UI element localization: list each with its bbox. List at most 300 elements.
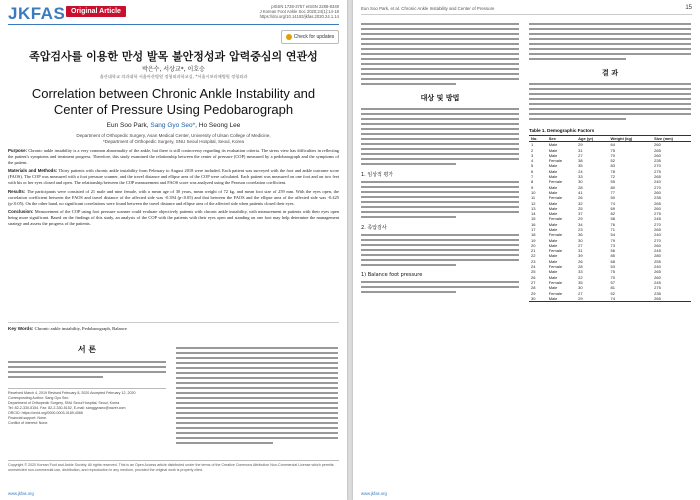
cell-age: 31 (578, 147, 583, 153)
running-head: Eun Soo Park, et al. Chronic Ankle Instability and Center of Pressure (361, 6, 495, 11)
cell-size: 260 (654, 152, 661, 158)
cell-size: 275 (654, 168, 661, 174)
cell-sex: Male (548, 285, 558, 291)
cell-size: 265 (654, 147, 661, 153)
text-line (176, 382, 338, 384)
cell-sex: Male (548, 258, 558, 264)
text-line (176, 417, 338, 419)
cell-age: 26 (578, 258, 583, 264)
cell-no: 24 (531, 264, 536, 270)
cell-weight: 75 (610, 269, 615, 275)
keywords-text: Chronic ankle instability, Pedobarograph, Balance (34, 326, 127, 331)
cell-no: 20 (531, 242, 536, 248)
abstract-methods (8, 168, 339, 186)
cell-age: 26 (578, 195, 583, 201)
cell-size: 275 (654, 285, 661, 291)
text-line (361, 163, 456, 165)
cell-weight: 68 (610, 258, 615, 264)
cell-size: 260 (654, 274, 661, 280)
cell-no: 30 (529, 296, 547, 302)
corresponding-author-line: Corresponding Author: Sang Gyo Seo (8, 396, 69, 400)
issn-line: pISSN 1738-3757 eISSN 2288-8349 (271, 4, 339, 9)
cell-sex: Male (548, 152, 558, 158)
text-line (361, 244, 519, 246)
cell-weight: 69 (610, 205, 615, 211)
text-line (361, 148, 519, 150)
cell-age: 39 (578, 253, 583, 259)
cell-size: 270 (654, 163, 661, 169)
text-line (361, 83, 456, 85)
cell-sex: Female (548, 290, 563, 296)
cell-size: 260 (654, 242, 661, 248)
cell-sex: Male (548, 242, 558, 248)
cell-weight: 73 (610, 242, 615, 248)
text-line (529, 58, 626, 60)
text-line (529, 98, 691, 100)
orcid-link[interactable]: ORCID: https://orcid.org/0000-0003-0189-4066 (8, 411, 83, 415)
affiliation-line: *Department of Orthopedic Surgery, SNU Seoul Hospital, Seoul, Korea (103, 139, 244, 144)
korean-authors: 박은수, 서상교*, 이호승 (142, 66, 205, 73)
cell-size: 245 (654, 216, 661, 222)
cell-age: 29 (578, 142, 583, 148)
text-line (361, 118, 519, 120)
cell-sex: Male (548, 227, 558, 232)
cell-size: 270 (654, 221, 661, 227)
cell-age: 33 (578, 269, 583, 275)
cell-sex: Male (548, 205, 558, 211)
cell-no: 26 (531, 274, 536, 280)
text-line (529, 28, 691, 30)
korean-title: 족압검사를 이용한 만성 발목 불안정성과 압력중심의 연관성 (29, 50, 318, 63)
cell-weight: 50 (610, 195, 615, 201)
text-line (176, 442, 273, 444)
cell-size: 260 (654, 205, 661, 211)
citation-line: J Korean Foot Ankle Soc 2020;24(1):14-18 (259, 9, 339, 14)
text-line (176, 427, 338, 429)
text-line (176, 377, 338, 379)
cell-sex: Male (548, 189, 558, 195)
body-column-left (361, 20, 519, 296)
copyright-notice: Copyright © 2020 Korean Foot and Ankle Society. All rights reserved. This is an Open Access article distributed under the terms of the Creative Commons Attribution Non-Commercial License which permits unrestricted non-commercial use, distribution, and reproduction in any medium, provided the original work is properly cited. (8, 460, 339, 473)
cell-no: 1 (531, 142, 534, 148)
cell-no: 11 (531, 195, 536, 201)
author-name: , Ho Seong Lee (195, 122, 241, 129)
text-line (361, 239, 519, 241)
cell-size: 235 (654, 195, 661, 201)
financial-support: Financial support: None. (8, 416, 47, 420)
text-line (361, 259, 519, 261)
text-line (361, 108, 519, 110)
subsection-heading-clinical: 1. 임상적 평가 (361, 172, 394, 178)
cell-no: 22 (531, 253, 536, 259)
text-line (176, 357, 338, 359)
cell-size: 245 (654, 279, 661, 285)
abstract-text: The participants were consisted of 21 male and nine female, with a mean age of 30 years, mean weight of 72 kg, and mean foot size of 259 mm. With the eyes open, the correlation coefficient between the FAOS and travel distance of the affected side was -0.394 (p<0.05) and that between the FAOS and the ellipse area of the affected side was -0.425 (p<0.05). On the other hand, no significant correlations were found between the travel distance and ellipse area of the affected side when patients closed their eyes. (8, 188, 339, 206)
cell-no: 16 (531, 221, 536, 227)
cell-age: 30 (578, 285, 583, 291)
text-line (176, 367, 338, 369)
cell-sex: Female (548, 216, 563, 222)
update-icon (286, 34, 292, 40)
text-line (361, 123, 519, 125)
address-line: Department of Orthopedic Surgery, SNU Seoul Hospital, Seoul, Korea (8, 401, 120, 405)
cell-no: 2 (531, 147, 534, 153)
cell-sex: Female (548, 248, 563, 254)
text-line (8, 376, 103, 378)
cell-age: 28 (578, 264, 583, 270)
cell-weight: 70 (610, 152, 615, 158)
cell-no: 19 (531, 237, 536, 243)
text-line (529, 48, 691, 50)
col-header-weight: Weight (kg) (609, 136, 653, 142)
text-line (361, 158, 519, 160)
cell-weight: 70 (610, 274, 615, 280)
text-line (361, 68, 519, 70)
cell-size: 260 (654, 142, 661, 148)
cell-sex: Male (548, 237, 558, 243)
cell-age: 35 (578, 279, 583, 285)
cell-size: 265 (654, 174, 661, 180)
col-header-age: Age (yr) (576, 136, 608, 142)
keywords-label: Key Words: (8, 326, 34, 331)
journal-logo: JKFAS (8, 4, 66, 23)
text-line (361, 133, 519, 135)
body-column-right (529, 20, 691, 302)
cell-sex: Male (548, 211, 558, 217)
cell-age: 36 (578, 232, 583, 238)
body-column-left (8, 344, 166, 381)
cell-sex: Female (548, 264, 563, 270)
text-line (8, 371, 166, 373)
text-line (361, 281, 519, 283)
cell-size: 255 (654, 258, 661, 264)
cell-no: 29 (531, 290, 536, 296)
article-first-page (0, 0, 347, 500)
article-second-page (353, 0, 700, 500)
cell-age: 30 (578, 237, 583, 243)
cell-weight: 79 (610, 237, 615, 243)
abstract-text: Chronic ankle instability is a very common abnormality of the ankle, but there is still controversy regarding its evaluation criteria. The stress view has difficulties in reflecting the patient's symptoms and treatment progress. Therefore, this study examined the relationship between the center of pressure (COP) measured by a pedobarograph and the symptoms of the patient. (8, 148, 339, 166)
cell-weight: 74 (609, 296, 653, 302)
cell-no: 23 (531, 258, 536, 264)
cell-sex: Male (548, 200, 558, 206)
cell-sex: Female (548, 158, 563, 164)
cell-sex: Female (548, 195, 563, 201)
page-number: 15 (685, 5, 692, 11)
text-line (361, 216, 456, 218)
cell-weight: 85 (610, 253, 615, 259)
col-header-sex: Sex (547, 136, 576, 142)
cell-no: 18 (531, 232, 536, 238)
cell-size: 245 (654, 248, 661, 254)
text-line (529, 83, 691, 85)
cell-no: 5 (531, 163, 534, 169)
text-line (176, 392, 338, 394)
text-line (176, 352, 338, 354)
text-line (8, 366, 166, 368)
col-header-no: No. (529, 136, 547, 142)
cell-weight: 81 (610, 285, 615, 291)
cell-no: 9 (531, 184, 534, 190)
cell-age: 31 (578, 248, 583, 254)
text-line (529, 23, 691, 25)
abstract (8, 148, 339, 229)
cell-age: 29 (576, 296, 608, 302)
cell-size: 265 (652, 296, 691, 302)
english-affiliation (10, 133, 337, 145)
cell-sex: Male (548, 168, 558, 174)
cell-weight: 83 (610, 163, 615, 169)
text-line (176, 432, 338, 434)
check-updates-button[interactable] (281, 30, 339, 44)
text-line (529, 93, 691, 95)
cell-weight: 72 (610, 174, 615, 180)
publication-info (8, 388, 166, 426)
cell-no: 15 (531, 216, 536, 222)
text-line (176, 372, 338, 374)
cell-weight: 64 (610, 142, 615, 148)
cell-size: 280 (654, 253, 661, 259)
abstract-label: Conclusion: (8, 208, 34, 214)
cell-sex: Male (548, 174, 558, 180)
text-line (176, 402, 338, 404)
cell-age: 28 (578, 184, 583, 190)
abstract-label: Purpose: (8, 148, 28, 153)
table-header-row (529, 136, 691, 142)
cell-age: 30 (578, 179, 583, 185)
cell-age: 22 (578, 274, 583, 280)
cell-no: 7 (531, 174, 534, 180)
text-line (361, 186, 519, 188)
text-line (529, 103, 691, 105)
results-heading: 결 과 (602, 69, 618, 77)
cell-no: 27 (531, 279, 536, 285)
cell-weight: 71 (610, 227, 615, 232)
cell-sex: Male (548, 147, 558, 153)
abstract-purpose (8, 148, 339, 166)
text-line (361, 196, 519, 198)
text-line (361, 234, 519, 236)
text-line (176, 422, 338, 424)
cell-sex: Male (547, 296, 576, 302)
text-line (361, 43, 519, 45)
cell-size: 270 (654, 237, 661, 243)
abstract-text: Measurement of the COP using foot pressure scanner could evaluate objectively patients with chronic ankle instability, with measurement in patients with their eyes open being more significant. Based on the findings of this study, an analysis of the COP with the patients with their eyes open and standing on one foot may help determine the management strategy and assess the progress of the patients. (8, 208, 339, 227)
cell-sex: Male (548, 253, 558, 259)
text-line (361, 153, 519, 155)
cell-age: 35 (578, 163, 583, 169)
cell-sex: Male (548, 269, 558, 275)
cell-size: 265 (654, 269, 661, 275)
abstract-label: Results: (8, 188, 26, 194)
cell-weight: 80 (610, 184, 615, 190)
text-line (361, 73, 519, 75)
introduction-heading: 서 론 (77, 345, 97, 354)
text-line (361, 291, 456, 293)
affiliation-line: Department of Orthopedic Surgery, Asan Medical Center, University of Ulsan College of Medicine, (76, 133, 271, 138)
text-line (529, 108, 691, 110)
cell-sex: Male (548, 163, 558, 169)
cell-age: 27 (578, 152, 583, 158)
conflict-of-interest: Conflict of interest: None. (8, 421, 49, 425)
cell-weight: 54 (610, 232, 615, 238)
cell-sex: Male (548, 142, 558, 148)
cell-weight: 82 (610, 211, 615, 217)
journal-website-link[interactable]: www.jkfas.org (8, 491, 34, 496)
methods-heading: 대상 및 방법 (420, 94, 460, 102)
cell-weight: 53 (610, 264, 615, 270)
demographics-table (529, 135, 691, 302)
cell-no: 28 (531, 285, 536, 291)
cell-weight: 55 (610, 179, 615, 185)
cell-age: 27 (578, 242, 583, 248)
table-caption: Table 1. Demographic Factors (529, 128, 595, 133)
korean-affiliation: 울산대학교 의과대학 서울아산병원 정형외과학교실, *서울시보라매병원 정형외과 (99, 74, 248, 79)
text-line (529, 43, 691, 45)
text-line (361, 181, 519, 183)
text-line (8, 361, 166, 363)
cell-sex: Male (548, 221, 558, 227)
cell-size: 235 (654, 158, 661, 164)
issn-block (260, 4, 339, 19)
text-line (361, 33, 519, 35)
cell-size: 275 (654, 211, 661, 217)
cell-size: 260 (654, 189, 661, 195)
text-line (529, 88, 691, 90)
check-updates-label: Check for updates (293, 34, 335, 40)
doi-link[interactable]: https://doi.org/10.14193/jkfas.2020.24.1.14 (259, 14, 339, 19)
text-line (361, 63, 519, 65)
cell-weight: 52 (610, 290, 615, 296)
cell-size: 240 (654, 232, 661, 238)
text-line (361, 191, 519, 193)
abstract-conclusion (8, 209, 339, 227)
col-header-size: Size (mm) (652, 136, 691, 142)
text-line (529, 38, 691, 40)
text-line (361, 143, 519, 145)
text-line (176, 407, 338, 409)
contact-line: Tel: 82-2-330-5154, Fax: 82-2-330-5152, E-mail: sanggyoseo@naver.com (8, 406, 126, 410)
text-line (361, 38, 519, 40)
header-divider (361, 14, 692, 15)
text-line (361, 78, 519, 80)
cell-no: 10 (531, 189, 536, 195)
text-line (361, 206, 519, 208)
body-column-right (176, 344, 338, 447)
cell-age: 25 (578, 205, 583, 211)
cell-no: 8 (531, 179, 534, 185)
cell-weight: 77 (610, 189, 615, 195)
text-line (361, 201, 519, 203)
cell-weight: 52 (610, 158, 615, 164)
text-line (361, 264, 456, 266)
text-line (361, 53, 519, 55)
cell-age: 33 (578, 174, 583, 180)
text-line (529, 113, 691, 115)
text-line (529, 33, 691, 35)
text-line (361, 211, 519, 213)
table-body (529, 142, 691, 302)
cell-no: 21 (531, 248, 536, 254)
cell-size: 265 (654, 200, 661, 206)
cell-size: 235 (654, 290, 661, 296)
cell-age: 29 (578, 216, 583, 222)
keywords (8, 322, 339, 331)
text-line (176, 397, 338, 399)
cell-no: 6 (531, 168, 534, 174)
cell-weight: 57 (610, 279, 615, 285)
cell-weight: 58 (610, 216, 615, 222)
text-line (361, 286, 519, 288)
dates-line: Received March 4, 2019 Revised February 8, 2020 Accepted February 12, 2020 (8, 391, 136, 395)
cell-no: 14 (531, 211, 536, 217)
text-line (361, 249, 519, 251)
text-line (176, 347, 338, 349)
cell-age: 23 (578, 227, 583, 232)
cell-weight: 76 (610, 221, 615, 227)
cell-no: 4 (531, 158, 534, 164)
text-line (176, 412, 338, 414)
cell-no: 25 (531, 269, 536, 275)
subsection-heading-balance: 1) Balance foot pressure (361, 272, 423, 278)
cell-sex: Male (548, 184, 558, 190)
text-line (361, 28, 519, 30)
abstract-text: Thirty patients with chronic ankle instability from February to August 2018 were included. Each patient was surveyed with the foot and ankle outcome score (FAOS). The COP was measured with a foot pressure scanner, and the travel distance and ellipse area of the COP were calculated. Each patient was measured on one foot and on two feet with his or her eyes closed and open. The relationship between the COP measurement and FAOS score was analyzed using the Pearson correlation coefficient. (8, 168, 339, 186)
cell-sex: Female (548, 179, 563, 185)
text-line (176, 362, 338, 364)
cell-age: 41 (578, 189, 583, 195)
subsection-heading-pressure: 2. 족압검사 (361, 225, 387, 231)
cell-size: 240 (654, 264, 661, 270)
text-line (361, 128, 519, 130)
abstract-results (8, 189, 339, 207)
cell-age: 37 (578, 211, 583, 217)
text-line (361, 138, 519, 140)
cell-size: 270 (654, 184, 661, 190)
article-type-badge: Original Article (66, 6, 126, 17)
cell-weight: 74 (610, 200, 615, 206)
english-authors (0, 122, 347, 129)
english-title: Correlation between Chronic Ankle Instability and Center of Pressure Using Pedobarograph (31, 86, 316, 117)
cell-sex: Female (548, 232, 563, 238)
text-line (176, 387, 338, 389)
text-line (529, 118, 626, 120)
cell-no: 12 (531, 200, 536, 206)
cell-age: 27 (578, 290, 583, 296)
cell-age: 24 (578, 168, 583, 174)
cell-weight: 56 (610, 248, 615, 254)
author-name: Eun Soo Park, (106, 122, 151, 129)
text-line (361, 23, 519, 25)
cell-sex: Male (548, 274, 558, 280)
cell-size: 240 (654, 179, 661, 185)
text-line (361, 254, 519, 256)
table-row (529, 296, 691, 302)
cell-weight: 78 (610, 168, 615, 174)
cell-age: 32 (578, 200, 583, 206)
text-line (361, 113, 519, 115)
text-line (176, 437, 338, 439)
journal-website-link[interactable]: www.jkfas.org (361, 491, 387, 496)
cell-no: 17 (531, 227, 536, 232)
cell-no: 13 (531, 205, 536, 211)
cell-age: 38 (578, 158, 583, 164)
cell-no: 3 (531, 152, 534, 158)
text-line (361, 58, 519, 60)
cell-weight: 75 (610, 147, 615, 153)
cell-age: 34 (578, 221, 583, 227)
corresponding-author-link[interactable]: Sang Gyo Seo* (150, 122, 196, 129)
